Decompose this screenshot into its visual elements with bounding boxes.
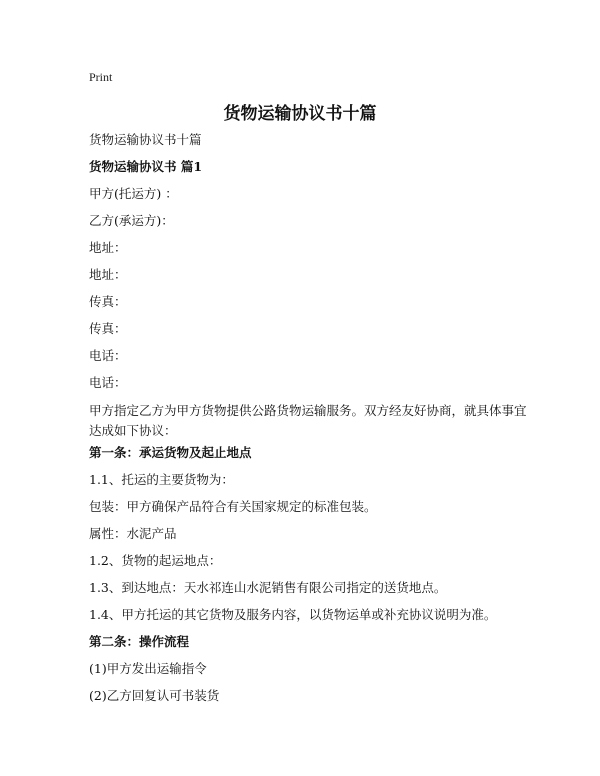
attribute-line: 属性：水泥产品 [89, 526, 177, 541]
phone-line-1: 电话： [89, 348, 127, 363]
item-1-4: 1.4、甲方托运的其它货物及服务内容，以货物运单或补充协议说明为准。 [89, 607, 497, 622]
phone-line-2: 电话： [89, 375, 127, 390]
article-1-heading: 第一条：承运货物及起止地点 [89, 445, 252, 460]
address-line-1: 地址： [89, 240, 127, 255]
article-2-heading: 第二条：操作流程 [89, 634, 190, 649]
party-b-line: 乙方(承运方)： [89, 213, 174, 228]
party-a-line: 甲方(托运方) ： [89, 186, 178, 201]
step-1: (1)甲方发出运输指令 [89, 661, 207, 676]
document-title: 货物运输协议书十篇 [223, 104, 377, 124]
document-subtitle: 货物运输协议书十篇 [89, 132, 202, 147]
fax-line-2: 传真： [89, 321, 127, 336]
item-1-3: 1.3、到达地点：天水祁连山水泥销售有限公司指定的送货地点。 [89, 580, 447, 595]
packaging-line: 包装：甲方确保产品符合有关国家规定的标准包装。 [89, 499, 377, 514]
section-heading: 货物运输协议书 篇1 [89, 159, 203, 174]
step-2: (2)乙方回复认可书装货 [89, 688, 220, 703]
fax-line-1: 传真： [89, 294, 127, 309]
address-line-2: 地址： [89, 267, 127, 282]
intro-paragraph: 甲方指定乙方为甲方货物提供公路货物运输服务。双方经友好协商，就具体事宜达成如下协议： [89, 403, 527, 438]
item-1-2: 1.2、货物的起运地点： [89, 553, 222, 568]
item-1-1: 1.1、托运的主要货物为： [89, 472, 234, 487]
print-link[interactable]: Print [89, 70, 113, 84]
